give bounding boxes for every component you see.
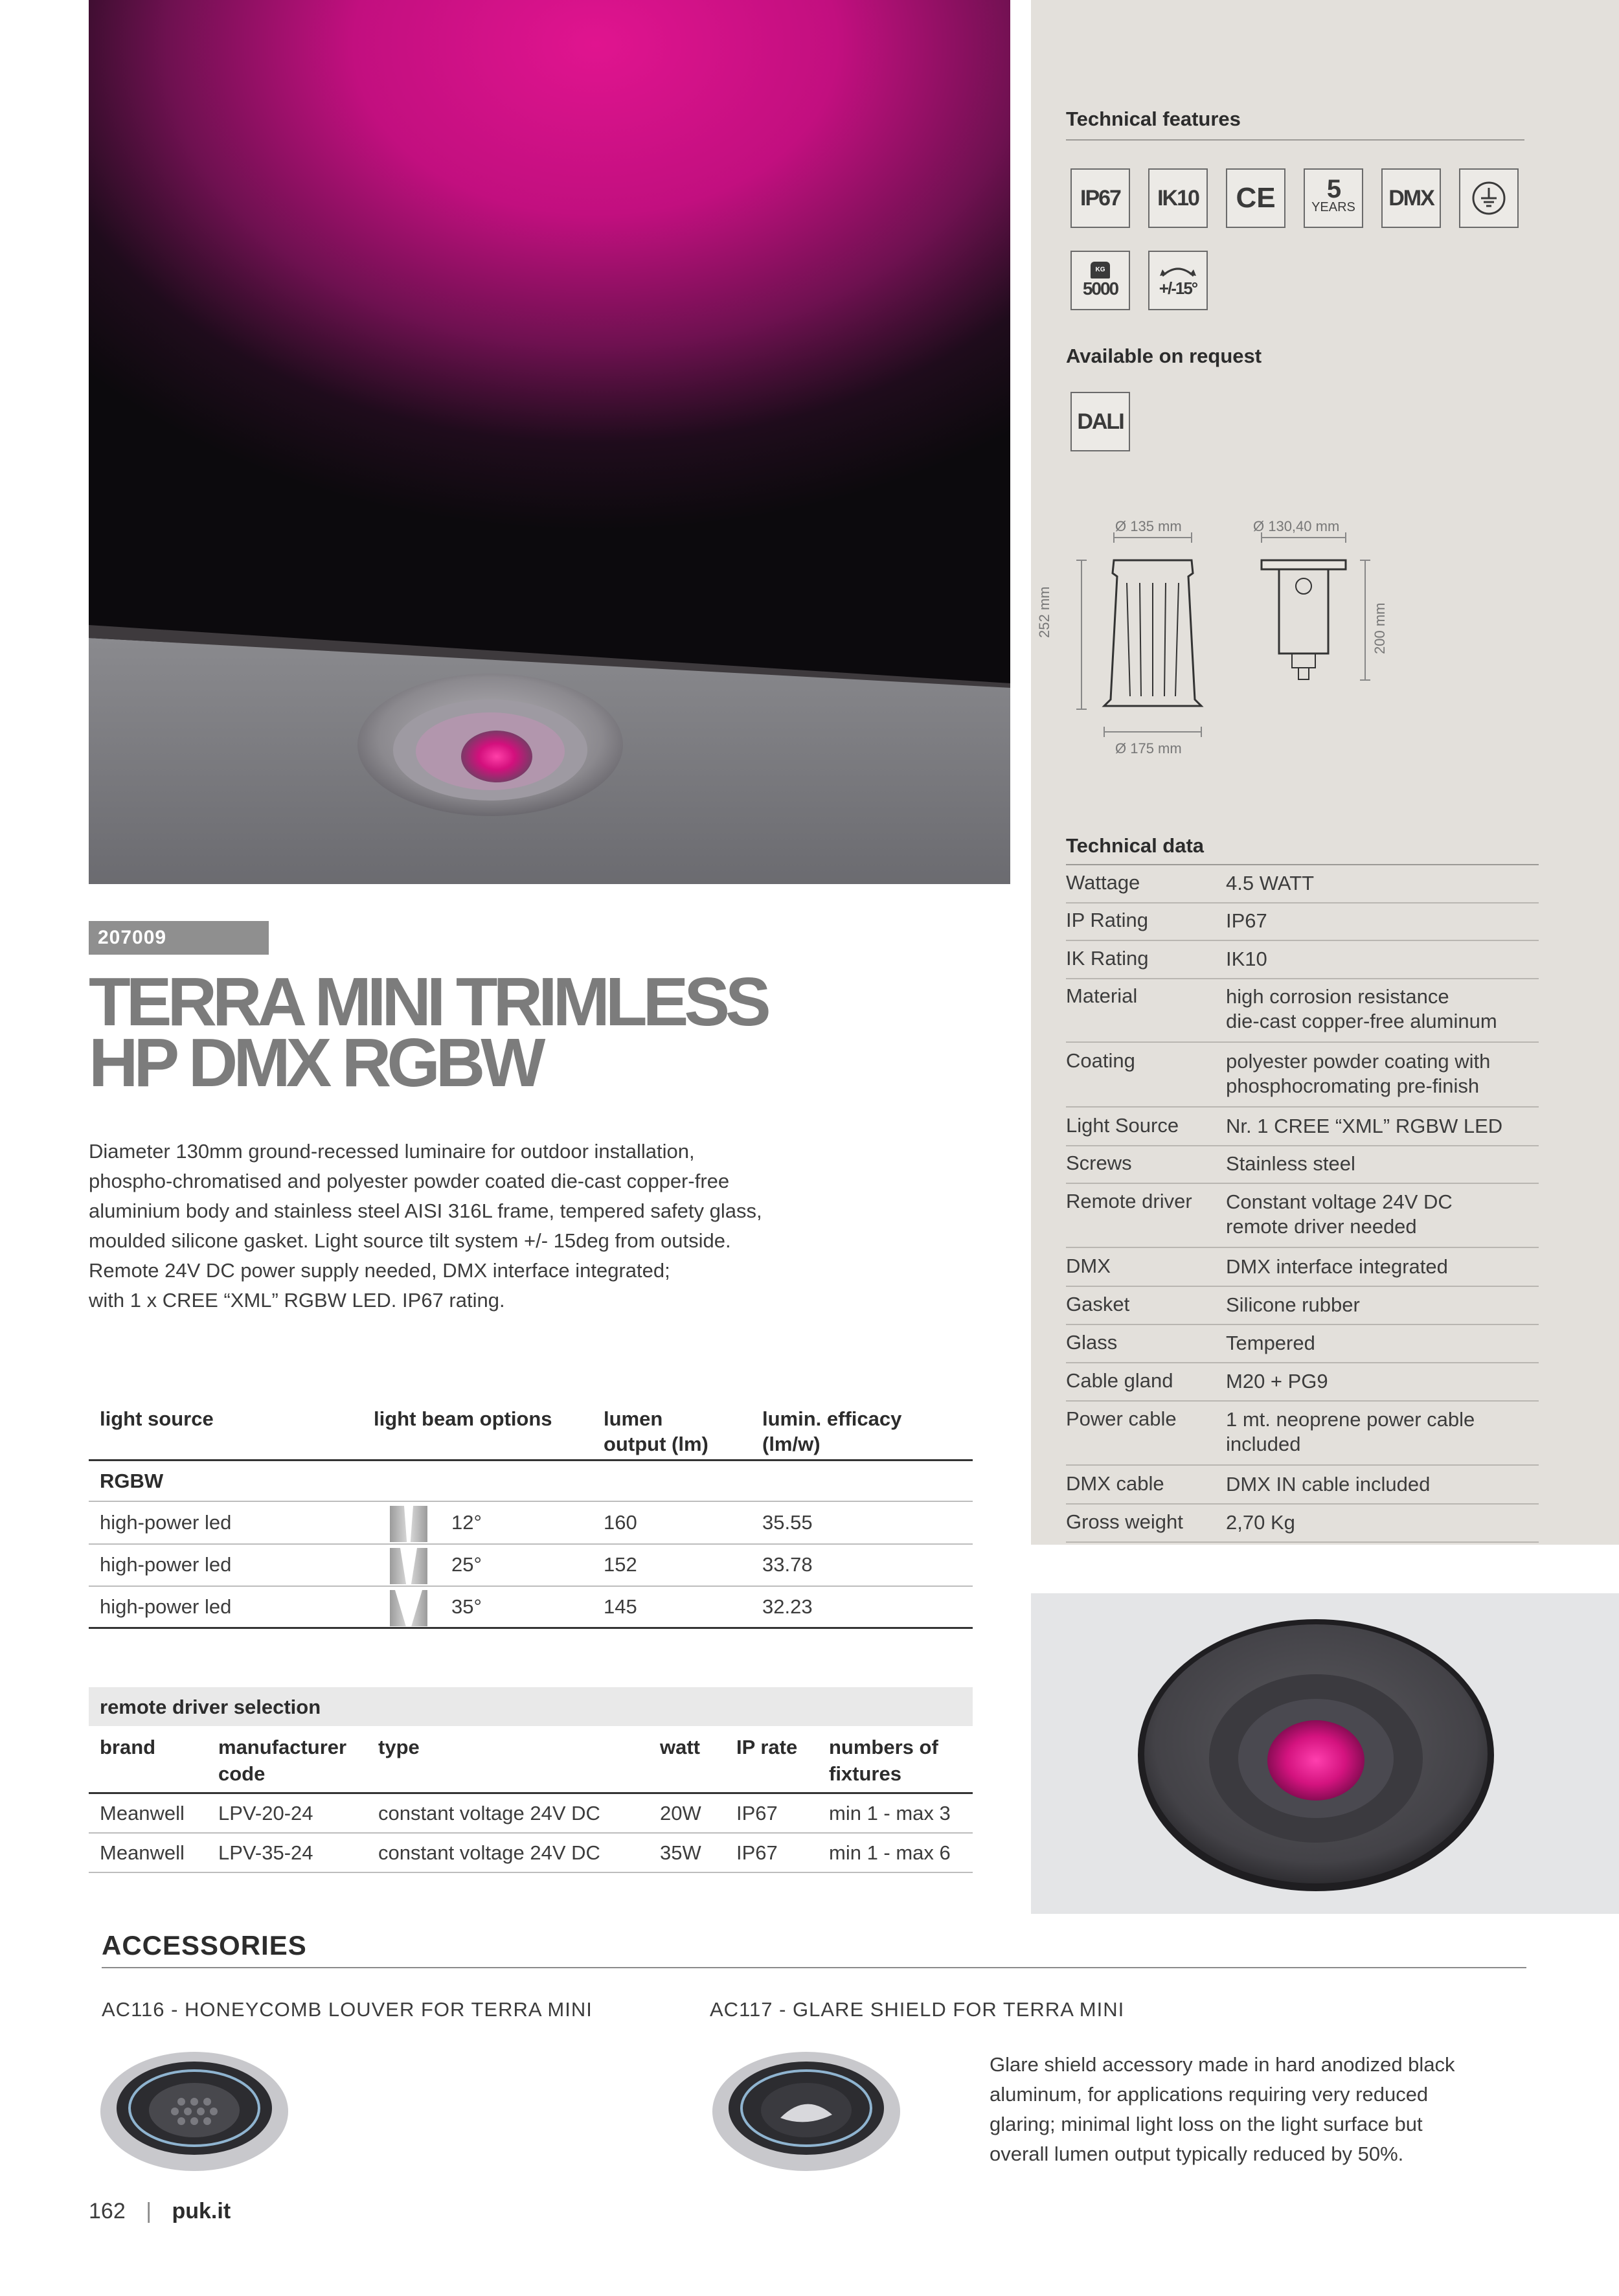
tech-value: 4.5 WATT	[1226, 872, 1315, 894]
tech-key: Power cable	[1066, 1407, 1177, 1430]
glare-shield-description	[990, 2050, 1527, 2169]
tech-row-gasket	[1066, 1293, 1539, 1325]
beam-35-icon	[390, 1590, 427, 1626]
divider	[1066, 139, 1524, 141]
tech-key: Coating	[1066, 1049, 1135, 1072]
header-lumen-2: output (lm)	[604, 1433, 708, 1455]
tech-row-remote-driver	[1066, 1190, 1539, 1248]
tech-value-2: included	[1226, 1433, 1301, 1455]
technical-data-title: Technical data	[1066, 834, 1205, 857]
tech-row-gross-weight	[1066, 1510, 1539, 1543]
tech-key: Gasket	[1066, 1293, 1130, 1315]
tech-row-material	[1066, 984, 1539, 1043]
tech-value: Silicone rubber	[1226, 1293, 1360, 1316]
tech-key: Glass	[1066, 1331, 1118, 1354]
available-on-request-title: Available on request	[1066, 345, 1262, 367]
tech-key: DMX cable	[1066, 1472, 1164, 1495]
warranty-years-label: YEARS	[1311, 200, 1355, 214]
row-2-lumen: 152	[604, 1553, 637, 1576]
tech-value: Constant voltage 24V DC	[1226, 1190, 1453, 1213]
hero-photo	[89, 0, 1010, 884]
tech-key: IK Rating	[1066, 947, 1149, 970]
driver-2-brand: Meanwell	[100, 1841, 185, 1864]
header-code: code	[218, 1762, 266, 1785]
description-line: with 1 x CREE “XML” RGBW LED. IP67 rating.	[89, 1289, 505, 1312]
driver-2-code: LPV-35-24	[218, 1841, 313, 1864]
tech-value: Nr. 1 CREE “XML” RGBW LED	[1226, 1115, 1503, 1137]
tech-row-wattage	[1066, 871, 1539, 904]
driver-1-ip: IP67	[736, 1802, 778, 1824]
driver-2-fixtures: min 1 - max 6	[829, 1841, 951, 1864]
description-line: Remote 24V DC power supply needed, DMX interface integrated;	[89, 1259, 670, 1282]
header-manufacturer: manufacturer	[218, 1736, 347, 1758]
ik10-badge: IK10	[1148, 168, 1208, 228]
row-3-beam: 35°	[451, 1595, 482, 1618]
header-ip-rate: IP rate	[736, 1736, 798, 1758]
product-title	[89, 964, 931, 1101]
description-line: aluminium body and stainless steel AISI 316L frame, tempered safety glass,	[89, 1199, 762, 1222]
accessory-ac116-label: AC116 - HONEYCOMB LOUVER FOR TERRA MINI	[102, 1998, 593, 2021]
dimension-drawing	[1056, 512, 1418, 771]
tech-value-2: remote driver needed	[1226, 1215, 1417, 1238]
table-rule	[89, 1586, 973, 1587]
driver-table-title: remote driver selection	[100, 1696, 321, 1718]
tech-key: Light Source	[1066, 1114, 1179, 1137]
tech-value-2: die-cast copper-free aluminum	[1226, 1010, 1497, 1032]
table-rule	[89, 1501, 973, 1502]
header-efficacy: lumin. efficacy	[762, 1407, 902, 1430]
header-light-beam: light beam options	[374, 1407, 552, 1430]
tech-value: IP67	[1226, 909, 1267, 932]
driver-2-ip: IP67	[736, 1841, 778, 1864]
driver-1-watt: 20W	[660, 1802, 701, 1824]
header-watt: watt	[660, 1736, 700, 1758]
light-source-table	[89, 1402, 976, 1629]
row-1-beam: 12°	[451, 1511, 482, 1534]
row-1-lumen: 160	[604, 1511, 637, 1534]
product-title-line-2: HP DMX RGBW	[89, 1025, 541, 1101]
beam-25-icon	[390, 1548, 427, 1584]
ce-badge: CE	[1226, 168, 1285, 228]
tech-key: DMX	[1066, 1255, 1111, 1277]
footer	[89, 2199, 231, 2224]
tech-row-dmx-cable	[1066, 1472, 1539, 1505]
driver-1-type: constant voltage 24V DC	[378, 1802, 600, 1824]
tech-key: IP Rating	[1066, 909, 1148, 931]
footer-separator: |	[146, 2199, 152, 2223]
tilt-badge	[1148, 251, 1208, 310]
divider	[102, 1967, 1526, 1968]
tech-key: Gross weight	[1066, 1510, 1183, 1533]
ip67-badge: IP67	[1070, 168, 1130, 228]
header-efficacy-2: (lm/w)	[762, 1433, 821, 1455]
tech-value: Tempered	[1226, 1332, 1315, 1354]
page-number: 162	[89, 2199, 126, 2223]
product-code: 207009	[89, 921, 269, 955]
dimension-top-right: Ø 130,40 mm	[1253, 518, 1340, 534]
tech-row-ik-rating	[1066, 947, 1539, 979]
site-link[interactable]: puk.it	[172, 2199, 231, 2223]
tech-row-glass	[1066, 1331, 1539, 1363]
dimension-bottom: Ø 175 mm	[1115, 740, 1182, 756]
description-line: overall lumen output typically reduced by 50%.	[990, 2143, 1404, 2165]
tech-key: Cable gland	[1066, 1369, 1173, 1392]
header-lumen: lumen	[604, 1407, 663, 1430]
tech-row-cable-gland	[1066, 1369, 1539, 1402]
tech-value: 2,70 Kg	[1226, 1511, 1295, 1534]
header-brand: brand	[100, 1736, 156, 1758]
header-numbers: numbers of	[829, 1736, 938, 1758]
row-2-beam: 25°	[451, 1553, 482, 1576]
product-title-line-1: TERRA MINI TRIMLESS	[89, 964, 767, 1040]
tech-value: Stainless steel	[1226, 1152, 1355, 1175]
row-1-efficacy: 35.55	[762, 1511, 813, 1534]
row-3-source: high-power led	[100, 1595, 232, 1618]
tech-row-coating	[1066, 1049, 1539, 1108]
description-line: Diameter 130mm ground-recessed luminaire for outdoor installation,	[89, 1140, 695, 1163]
accessories-title: ACCESSORIES	[102, 1930, 307, 1961]
tech-row-dmx	[1066, 1255, 1539, 1287]
row-1-source: high-power led	[100, 1511, 232, 1534]
header-type: type	[378, 1736, 420, 1758]
tech-key: Wattage	[1066, 871, 1140, 894]
tech-value-2: phosphocromating pre-finish	[1226, 1074, 1480, 1097]
driver-1-brand: Meanwell	[100, 1802, 185, 1824]
table-rule	[89, 1459, 973, 1461]
tech-key: Screws	[1066, 1152, 1132, 1174]
description-line: glaring; minimal light loss on the light surface but	[990, 2113, 1423, 2135]
tech-key: Material	[1066, 984, 1138, 1007]
tech-value: DMX IN cable included	[1226, 1473, 1431, 1495]
tech-value: IK10	[1226, 948, 1267, 970]
tech-key: Remote driver	[1066, 1190, 1192, 1212]
header-light-source: light source	[100, 1407, 214, 1430]
tech-row-light-source	[1066, 1114, 1539, 1146]
divider	[1066, 864, 1539, 865]
tech-row-screws	[1066, 1152, 1539, 1184]
table-rule	[89, 1832, 973, 1834]
tilt-label: +/-15°	[1159, 278, 1197, 298]
table-rule	[89, 1792, 973, 1794]
earth-icon	[1459, 168, 1519, 228]
dimension-height-left: 252 mm	[1036, 586, 1052, 638]
tech-value: M20 + PG9	[1226, 1370, 1328, 1392]
dali-badge: DALI	[1070, 392, 1130, 451]
honeycomb-louver-image	[97, 2047, 291, 2176]
remote-driver-table	[89, 1687, 976, 1875]
dimension-height-right: 200 mm	[1372, 602, 1388, 654]
tech-value: polyester powder coating with	[1226, 1050, 1491, 1073]
tech-value: 1 mt. neoprene power cable	[1226, 1408, 1475, 1431]
description-line: Glare shield accessory made in hard anodized black	[990, 2053, 1455, 2076]
tech-value: high corrosion resistance	[1226, 985, 1449, 1008]
tech-value: DMX interface integrated	[1226, 1255, 1448, 1278]
luminaire-top-view	[1031, 1593, 1619, 1914]
driver-1-fixtures: min 1 - max 3	[829, 1802, 951, 1824]
accessory-ac117-label: AC117 - GLARE SHIELD FOR TERRA MINI	[710, 1998, 1125, 2021]
tilt-arrow-icon	[1159, 263, 1197, 278]
table-rule	[89, 1627, 973, 1629]
table-rule	[89, 1872, 973, 1873]
load-5000-badge	[1070, 251, 1130, 310]
product-description	[89, 1137, 957, 1315]
floor-luminaire-illustration	[89, 0, 1010, 884]
warranty-badge	[1304, 168, 1363, 228]
description-line: aluminum, for applications requiring very reduced	[990, 2083, 1429, 2106]
driver-1-code: LPV-20-24	[218, 1802, 313, 1824]
dimension-top-left: Ø 135 mm	[1115, 518, 1182, 534]
dmx-badge: DMX	[1381, 168, 1441, 228]
description-line: moulded silicone gasket. Light source tilt system +/- 15deg from outside.	[89, 1229, 731, 1252]
group-rgbw: RGBW	[100, 1470, 164, 1492]
tech-row-power-cable	[1066, 1407, 1539, 1466]
product-top-view-photo	[1031, 1593, 1619, 1914]
row-2-efficacy: 33.78	[762, 1553, 813, 1576]
row-3-efficacy: 32.23	[762, 1595, 813, 1618]
load-5000-label: 5000	[1082, 278, 1118, 299]
description-line: phospho-chromatised and polyester powder coated die-cast copper-free	[89, 1170, 730, 1192]
driver-2-watt: 35W	[660, 1841, 701, 1864]
weight-icon: KG	[1091, 262, 1110, 278]
technical-features-title: Technical features	[1066, 108, 1241, 130]
driver-2-type: constant voltage 24V DC	[378, 1841, 600, 1864]
glare-shield-image	[709, 2047, 903, 2176]
header-fixtures: fixtures	[829, 1762, 901, 1785]
row-3-lumen: 145	[604, 1595, 637, 1618]
warranty-years-number: 5	[1326, 175, 1341, 203]
tech-row-ip-rating	[1066, 909, 1539, 941]
table-rule	[89, 1543, 973, 1545]
beam-12-icon	[390, 1506, 427, 1542]
row-2-source: high-power led	[100, 1553, 232, 1576]
